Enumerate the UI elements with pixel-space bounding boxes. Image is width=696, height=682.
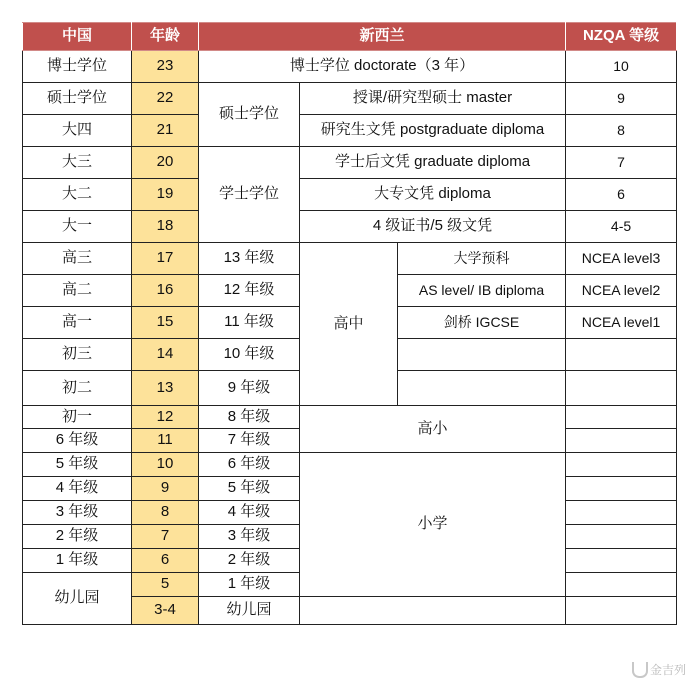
china-stage: 初二 [23,371,132,406]
age-cell: 9 [132,477,199,501]
nzqa-level-empty [566,573,677,597]
age-cell: 18 [132,211,199,243]
age-cell: 23 [132,51,199,83]
nz-group-high-school: 高中 [300,243,398,406]
china-stage: 大二 [23,179,132,211]
nz-qualification: 学士后文凭 graduate diploma [300,147,566,179]
china-stage: 6 年级 [23,429,132,453]
header-china: 中国 [23,23,132,51]
nzqa-level: NCEA level1 [566,307,677,339]
china-stage: 3 年级 [23,501,132,525]
nz-grade: 4 年级 [199,501,300,525]
nzqa-level: 6 [566,179,677,211]
nz-group-master: 硕士学位 [199,83,300,147]
nzqa-level: NCEA level3 [566,243,677,275]
table-row [23,51,677,83]
nz-qualification: 4 级证书/5 级文凭 [300,211,566,243]
nzqa-level: 7 [566,147,677,179]
age-cell: 3-4 [132,597,199,625]
nz-qualification-empty [398,371,566,406]
nz-grade: 5 年级 [199,477,300,501]
china-stage: 博士学位 [23,51,132,83]
nz-grade: 13 年级 [199,243,300,275]
age-cell: 6 [132,549,199,573]
age-cell: 19 [132,179,199,211]
age-cell: 12 [132,406,199,429]
china-stage: 大三 [23,147,132,179]
nzqa-level-empty [566,429,677,453]
nzqa-level: 4-5 [566,211,677,243]
nz-grade: 12 年级 [199,275,300,307]
china-stage: 2 年级 [23,525,132,549]
nzqa-level-empty [566,453,677,477]
china-stage: 大四 [23,115,132,147]
china-stage: 初三 [23,339,132,371]
nzqa-level-empty [566,477,677,501]
nzqa-level-empty [566,525,677,549]
age-cell: 5 [132,573,199,597]
table-row [23,115,677,147]
table-row [23,147,677,179]
header-row [23,23,677,51]
age-cell: 20 [132,147,199,179]
age-cell: 21 [132,115,199,147]
nz-qualification: 博士学位 doctorate（3 年） [199,51,566,83]
header-new-zealand: 新西兰 [199,23,566,51]
age-cell: 15 [132,307,199,339]
header-nzqa-level: NZQA 等级 [566,23,677,51]
china-stage: 5 年级 [23,453,132,477]
china-stage: 高二 [23,275,132,307]
table-row [23,179,677,211]
nz-grade: 3 年级 [199,525,300,549]
china-stage: 硕士学位 [23,83,132,115]
nz-qualification: 大专文凭 diploma [300,179,566,211]
nz-qualification: AS level/ IB diploma [398,275,566,307]
age-cell: 17 [132,243,199,275]
nzqa-level: NCEA level2 [566,275,677,307]
china-stage: 1 年级 [23,549,132,573]
header-age: 年龄 [132,23,199,51]
education-comparison-table [22,22,677,625]
china-stage: 初一 [23,406,132,429]
nzqa-level: 10 [566,51,677,83]
age-cell: 14 [132,339,199,371]
nzqa-level-empty [566,597,677,625]
nz-qualification: 剑桥 IGCSE [398,307,566,339]
nz-group-bachelor: 学士学位 [199,147,300,243]
nzqa-level-empty [566,501,677,525]
nz-grade: 10 年级 [199,339,300,371]
china-stage: 高三 [23,243,132,275]
china-stage: 4 年级 [23,477,132,501]
nzqa-level-empty [566,549,677,573]
nzqa-level: 9 [566,83,677,115]
nz-qualification: 大学预科 [398,243,566,275]
nz-grade: 6 年级 [199,453,300,477]
age-cell: 8 [132,501,199,525]
age-cell: 11 [132,429,199,453]
table-row [23,83,677,115]
age-cell: 13 [132,371,199,406]
nz-grade: 9 年级 [199,371,300,406]
age-cell: 16 [132,275,199,307]
nz-qualification-empty [300,597,566,625]
nz-group-upper-primary: 高小 [300,406,566,453]
nzqa-level-empty [566,406,677,429]
nz-grade: 幼儿园 [199,597,300,625]
china-stage: 大一 [23,211,132,243]
watermark-logo-icon [632,662,648,678]
age-cell: 22 [132,83,199,115]
nz-grade: 1 年级 [199,573,300,597]
china-stage: 高一 [23,307,132,339]
nz-grade: 7 年级 [199,429,300,453]
table-row [23,211,677,243]
nz-qualification: 研究生文凭 postgraduate diploma [300,115,566,147]
nzqa-level: 8 [566,115,677,147]
nzqa-level-empty [566,371,677,406]
nz-qualification: 授课/研究型硕士 master [300,83,566,115]
watermark [632,661,686,678]
age-cell: 10 [132,453,199,477]
table-row [23,406,677,429]
nz-group-primary: 小学 [300,453,566,597]
nz-grade: 8 年级 [199,406,300,429]
table-row [23,243,677,275]
nz-grade: 2 年级 [199,549,300,573]
watermark-text: 金吉列 [649,663,686,677]
china-stage-kindergarten: 幼儿园 [23,573,132,625]
age-cell: 7 [132,525,199,549]
nz-qualification-empty [398,339,566,371]
nzqa-level-empty [566,339,677,371]
table-row [23,453,677,477]
nz-grade: 11 年级 [199,307,300,339]
